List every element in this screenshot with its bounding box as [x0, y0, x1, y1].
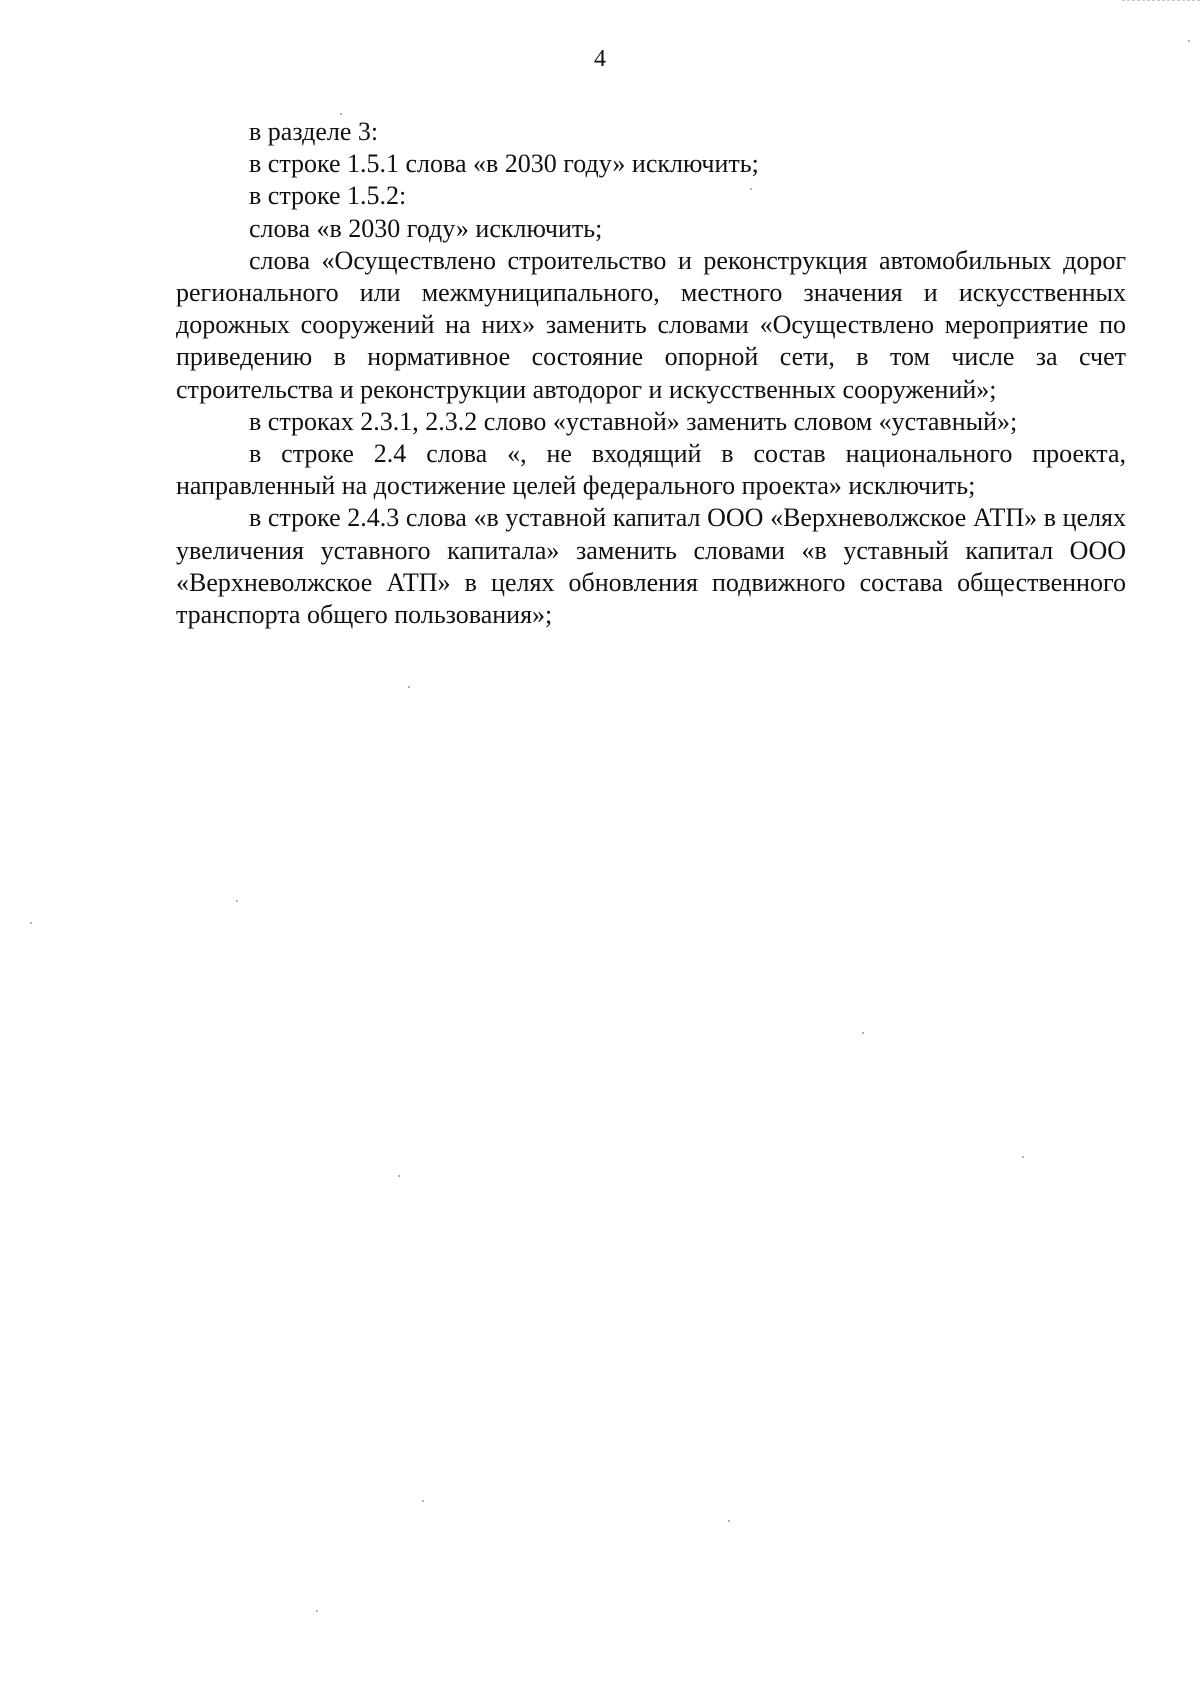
scan-speck [750, 188, 752, 190]
scan-speck [728, 1520, 730, 1522]
scan-speck [30, 922, 32, 924]
scan-speck [316, 1610, 318, 1612]
scan-speck [1022, 1156, 1024, 1158]
paragraph-lines-2-3: в строках 2.3.1, 2.3.2 слово «уставной» заменить словом «уставный»; [249, 406, 1018, 436]
scan-speck [398, 1175, 400, 1177]
scan-speck [1188, 40, 1190, 42]
paragraph-line-2-4: в строке 2.4 слова «, не входящий в состав национального проекта, направленный на достижение целей федерального проекта» исключить; [176, 439, 1126, 501]
paragraph-line-1-5-1: в строке 1.5.1 слова «в 2030 году» исключить; [249, 149, 759, 179]
scan-speck [422, 1500, 424, 1502]
document-body [176, 116, 1126, 631]
paragraph-line-2-4-3: в строке 2.4.3 слова «в уставной капитал ООО «Верхневолжское АТП» в целях увеличения уставного капитала» заменить словами «в уставный капитал ООО «Верхневолжское АТП» в целях обновления подвижного состава общественного транспорта общего пользования»; [176, 503, 1126, 630]
paragraph-line-1-5-2: в строке 1.5.2: [249, 181, 407, 211]
paragraph-replace-words: слова «Осуществлено строительство и реконструкция автомобильных дорог регионального или межмуниципального, местного значения и искусственных дорожных сооружений на них» заменить словами «Осуществлено мероприятие по приведению в нормативное состояние опорной сети, в том числе за счет строительства и реконструкции автодорог и искусственных сооружений»; [176, 245, 1126, 404]
paragraph-section-3: в разделе 3: [249, 117, 379, 146]
page-number: 4 [594, 46, 606, 72]
scan-speck [236, 900, 238, 902]
scan-speck [340, 113, 342, 115]
scan-speck [408, 686, 410, 688]
scan-speck [862, 1032, 864, 1034]
paragraph-exclude-2030: слова «в 2030 году» исключить; [249, 213, 603, 243]
scan-edge-mark [1122, 0, 1200, 13]
